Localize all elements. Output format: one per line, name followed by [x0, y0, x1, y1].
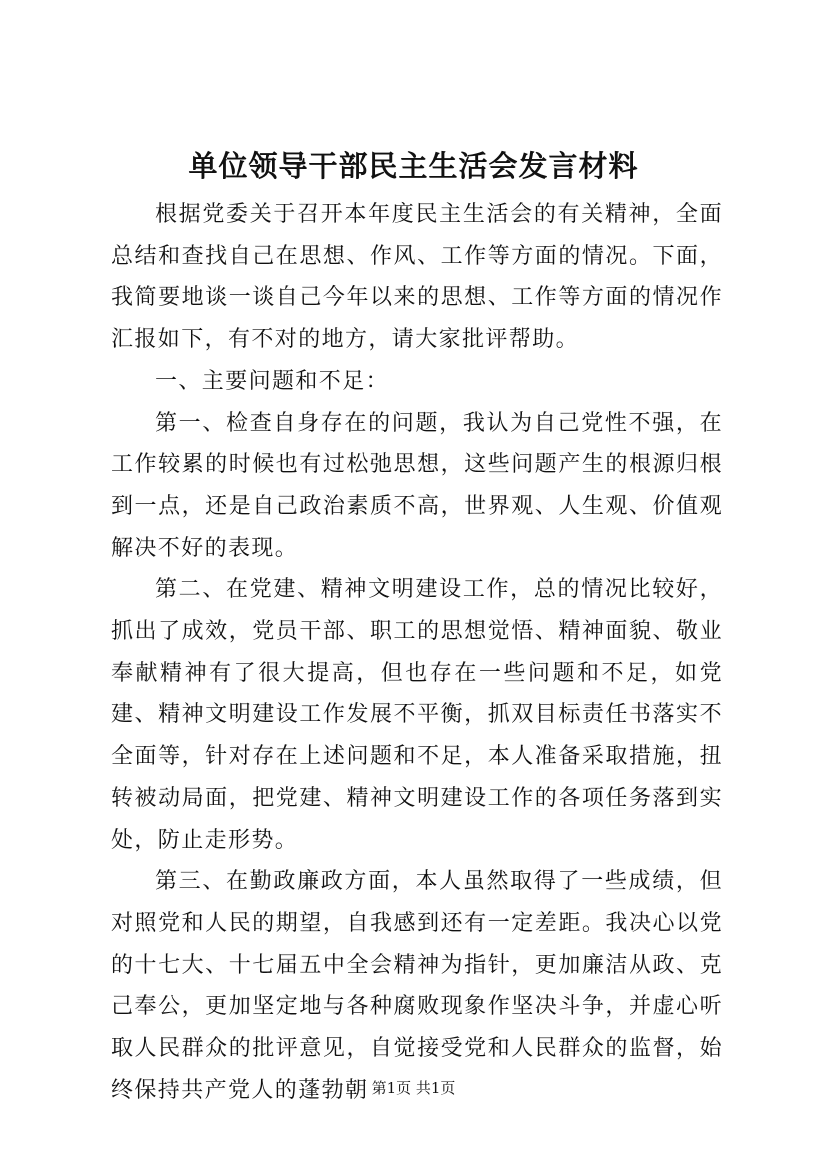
document-title: 单位领导干部民主生活会发言材料 — [188, 149, 639, 183]
paragraph-third: 第三、在勤政廉政方面，本人虽然取得了一些成绩，但对照党和人民的期望，自我感到还有一定差距。我决心以党的十七大、十七届五中全会精神为指针，更加廉洁从政、克己奉公，更加坚定地与各种腐败现象作坚决斗争，并虚心听取人民群众的批评意见，自觉接受党和人民群众的监督，始终保持共产党人的蓬勃朝 — [111, 869, 723, 1103]
document-body — [111, 194, 723, 1111]
paragraph-second: 第二、在党建、精神文明建设工作，总的情况比较好，抓出了成效，党员干部、职工的思想觉悟、精神面貌、敬业奉献精神有了很大提高，但也存在一些问题和不足，如党建、精神文明建设工作发展不平衡，抓双目标责任书落实不全面等，针对存在上述问题和不足，本人准备采取措施，扭转被动局面，把党建、精神文明建设工作的各项任务落到实处，防止走形势。 — [111, 577, 723, 853]
paragraph-intro: 根据党委关于召开本年度民主生活会的有关精神，全面总结和查找自己在思想、作风、工作等方面的情况。下面，我简要地谈一谈自己今年以来的思想、工作等方面的情况作汇报如下，有不对的地方，请大家批评帮助。 — [111, 202, 723, 353]
paragraph-section-heading: 一、主要问题和不足： — [155, 368, 390, 394]
page-footer: 第1页 共1页 — [371, 1079, 456, 1097]
paragraph-first: 第一、检查自身存在的问题，我认为自己党性不强，在工作较累的时候也有过松弛思想，这些问题产生的根源归根到一点，还是自己政治素质不高，世界观、人生观、价值观解决不好的表现。 — [111, 410, 723, 561]
